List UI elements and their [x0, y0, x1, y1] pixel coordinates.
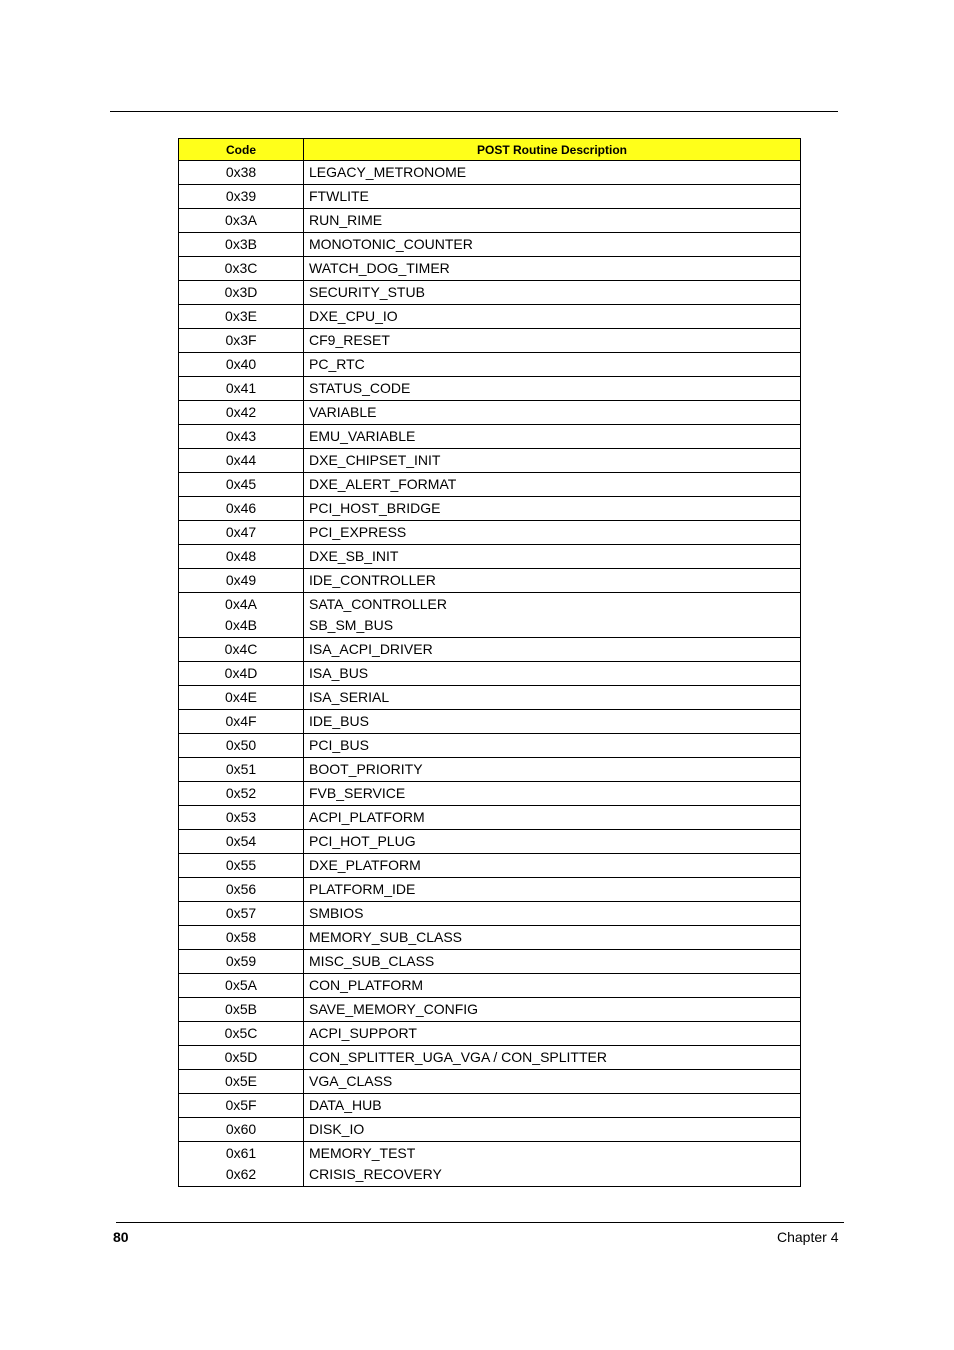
description-cell	[304, 974, 801, 998]
description-value: PLATFORM_IDE	[309, 881, 416, 897]
table-row	[179, 782, 801, 806]
code-cell	[179, 830, 304, 854]
description-value: EMU_VARIABLE	[309, 428, 416, 444]
description-cell	[304, 1094, 801, 1118]
table-row	[179, 185, 801, 209]
description-cell	[304, 401, 801, 425]
code-cell	[179, 710, 304, 734]
code-value: 0x3E	[225, 308, 257, 324]
description-cell	[304, 281, 801, 305]
code-value: 0x4E	[225, 689, 257, 705]
code-value: 0x51	[225, 761, 257, 777]
code-value: 0x3C	[224, 260, 258, 276]
description-cell	[304, 1022, 801, 1046]
description-value: PCI_HOT_PLUG	[309, 833, 416, 849]
table-row	[179, 257, 801, 281]
description-value: SMBIOS	[309, 905, 364, 921]
code-value: 0x4A	[225, 596, 257, 612]
code-value: 0x42	[225, 404, 257, 420]
code-cell	[179, 401, 304, 425]
description-cell	[304, 233, 801, 257]
code-cell	[179, 638, 304, 662]
code-value: 0x47	[225, 524, 257, 540]
description-value: SATA_CONTROLLER	[309, 596, 447, 612]
description-cell	[304, 377, 801, 401]
code-value: 0x5C	[224, 1025, 258, 1041]
page-number: 80	[113, 1229, 129, 1245]
description-value: CON_PLATFORM	[309, 977, 424, 993]
code-cell	[179, 902, 304, 926]
code-cell	[179, 1070, 304, 1094]
code-cell	[179, 377, 304, 401]
description-value: SECURITY_STUB	[309, 284, 425, 300]
code-value: 0x48	[225, 548, 257, 564]
code-cell	[179, 782, 304, 806]
code-value: 0x3B	[225, 236, 257, 252]
description-cell	[304, 209, 801, 233]
description-cell	[304, 473, 801, 497]
description-value: ISA_SERIAL	[309, 689, 390, 705]
description-cell	[304, 998, 801, 1022]
table-row	[179, 401, 801, 425]
description-value: SAVE_MEMORY_CONFIG	[309, 1001, 479, 1017]
code-value: 0x5D	[224, 1049, 258, 1065]
code-cell	[179, 593, 304, 638]
description-value: FTWLITE	[309, 188, 369, 204]
description-value: PC_RTC	[309, 356, 365, 372]
table-row	[179, 950, 801, 974]
table-row	[179, 854, 801, 878]
description-value: DXE_SB_INIT	[309, 548, 399, 564]
description-value: ISA_ACPI_DRIVER	[309, 641, 433, 657]
column-header-description: POST Routine Description	[304, 139, 801, 161]
code-cell	[179, 425, 304, 449]
code-value: 0x5B	[225, 1001, 257, 1017]
description-value: SB_SM_BUS	[309, 617, 394, 633]
description-value: ACPI_PLATFORM	[309, 809, 425, 825]
description-cell	[304, 353, 801, 377]
code-value: 0x53	[225, 809, 257, 825]
post-code-table	[178, 138, 801, 1187]
code-cell	[179, 734, 304, 758]
description-cell	[304, 686, 801, 710]
description-value: DATA_HUB	[309, 1097, 382, 1113]
code-value: 0x5A	[225, 977, 257, 993]
table-row	[179, 449, 801, 473]
table-row	[179, 662, 801, 686]
code-cell	[179, 209, 304, 233]
table-header-row	[179, 139, 801, 161]
table-row	[179, 830, 801, 854]
description-cell	[304, 449, 801, 473]
description-cell	[304, 521, 801, 545]
description-value: MISC_SUB_CLASS	[309, 953, 435, 969]
code-value: 0x41	[225, 380, 257, 396]
description-value: MONOTONIC_COUNTER	[309, 236, 473, 252]
footer-rule	[116, 1222, 844, 1223]
description-cell	[304, 545, 801, 569]
description-cell	[304, 329, 801, 353]
description-value: DXE_CPU_IO	[309, 308, 398, 324]
table-row	[179, 902, 801, 926]
table-row	[179, 569, 801, 593]
code-value: 0x39	[225, 188, 257, 204]
code-cell	[179, 497, 304, 521]
table-row	[179, 473, 801, 497]
table-row	[179, 974, 801, 998]
description-cell	[304, 734, 801, 758]
code-value: 0x54	[225, 833, 257, 849]
code-cell	[179, 449, 304, 473]
code-cell	[179, 473, 304, 497]
code-value: 0x3F	[225, 332, 257, 348]
code-cell	[179, 806, 304, 830]
table-row	[179, 758, 801, 782]
code-cell	[179, 521, 304, 545]
description-value: CF9_RESET	[309, 332, 390, 348]
code-cell	[179, 185, 304, 209]
table-row	[179, 425, 801, 449]
table-row	[179, 686, 801, 710]
table-row	[179, 521, 801, 545]
table-row	[179, 734, 801, 758]
description-cell	[304, 257, 801, 281]
code-value: 0x4C	[224, 641, 258, 657]
description-cell	[304, 569, 801, 593]
description-cell	[304, 425, 801, 449]
table-row	[179, 161, 801, 185]
description-cell	[304, 1118, 801, 1142]
table-row	[179, 281, 801, 305]
code-value: 0x58	[225, 929, 257, 945]
table-row	[179, 377, 801, 401]
code-value: 0x52	[225, 785, 257, 801]
description-value: VGA_CLASS	[309, 1073, 393, 1089]
description-cell	[304, 878, 801, 902]
description-cell	[304, 662, 801, 686]
description-value: DXE_PLATFORM	[309, 857, 421, 873]
code-value: 0x43	[225, 428, 257, 444]
table-row	[179, 1142, 801, 1187]
chapter-label: Chapter 4	[777, 1229, 839, 1245]
table-row	[179, 1070, 801, 1094]
description-value: MEMORY_TEST	[309, 1145, 416, 1161]
code-value: 0x4B	[225, 617, 257, 633]
code-value: 0x62	[225, 1166, 257, 1182]
description-cell	[304, 758, 801, 782]
description-cell	[304, 782, 801, 806]
description-value: CRISIS_RECOVERY	[309, 1166, 442, 1182]
table-row	[179, 710, 801, 734]
table-row	[179, 497, 801, 521]
description-cell	[304, 638, 801, 662]
code-cell	[179, 1094, 304, 1118]
description-cell	[304, 497, 801, 521]
code-cell	[179, 1022, 304, 1046]
description-cell	[304, 161, 801, 185]
table-row	[179, 593, 801, 638]
code-cell	[179, 998, 304, 1022]
code-value: 0x60	[225, 1121, 257, 1137]
description-cell	[304, 593, 801, 638]
code-cell	[179, 233, 304, 257]
description-value: BOOT_PRIORITY	[309, 761, 423, 777]
code-value: 0x61	[225, 1145, 257, 1161]
code-value: 0x59	[225, 953, 257, 969]
description-value: STATUS_CODE	[309, 380, 411, 396]
code-cell	[179, 950, 304, 974]
description-value: FVB_SERVICE	[309, 785, 406, 801]
code-cell	[179, 878, 304, 902]
code-cell	[179, 329, 304, 353]
description-value: WATCH_DOG_TIMER	[309, 260, 450, 276]
table-row	[179, 806, 801, 830]
description-cell	[304, 710, 801, 734]
description-cell	[304, 830, 801, 854]
code-value: 0x5E	[225, 1073, 257, 1089]
description-value: PCI_EXPRESS	[309, 524, 407, 540]
code-cell	[179, 926, 304, 950]
table-row	[179, 353, 801, 377]
code-cell	[179, 353, 304, 377]
code-value: 0x49	[225, 572, 257, 588]
description-cell	[304, 806, 801, 830]
code-value: 0x55	[225, 857, 257, 873]
description-value: DXE_ALERT_FORMAT	[309, 476, 457, 492]
description-cell	[304, 926, 801, 950]
header-rule	[110, 111, 838, 112]
table-row	[179, 878, 801, 902]
code-value: 0x45	[225, 476, 257, 492]
code-value: 0x40	[225, 356, 257, 372]
code-cell	[179, 854, 304, 878]
code-cell	[179, 161, 304, 185]
code-cell	[179, 662, 304, 686]
code-cell	[179, 758, 304, 782]
description-value: ACPI_SUPPORT	[309, 1025, 417, 1041]
code-cell	[179, 1142, 304, 1187]
table-row	[179, 233, 801, 257]
table-row	[179, 1022, 801, 1046]
column-header-code: Code	[179, 139, 304, 161]
code-value: 0x3A	[225, 212, 257, 228]
code-cell	[179, 1118, 304, 1142]
description-value: PCI_BUS	[309, 737, 369, 753]
code-value: 0x3D	[224, 284, 258, 300]
code-cell	[179, 257, 304, 281]
code-cell	[179, 545, 304, 569]
code-cell	[179, 281, 304, 305]
code-value: 0x56	[225, 881, 257, 897]
code-value: 0x44	[225, 452, 257, 468]
description-cell	[304, 854, 801, 878]
code-value: 0x5F	[225, 1097, 257, 1113]
table-row	[179, 1046, 801, 1070]
description-value: PCI_HOST_BRIDGE	[309, 500, 441, 516]
code-value: 0x57	[225, 905, 257, 921]
code-cell	[179, 686, 304, 710]
description-cell	[304, 950, 801, 974]
table-row	[179, 1118, 801, 1142]
description-value: RUN_RIME	[309, 212, 383, 228]
code-value: 0x46	[225, 500, 257, 516]
description-value: VARIABLE	[309, 404, 377, 420]
code-value: 0x4F	[225, 713, 257, 729]
description-cell	[304, 1070, 801, 1094]
description-value: ISA_BUS	[309, 665, 369, 681]
description-cell	[304, 902, 801, 926]
table-row	[179, 209, 801, 233]
description-value: LEGACY_METRONOME	[309, 164, 467, 180]
table-row	[179, 998, 801, 1022]
description-value: IDE_CONTROLLER	[309, 572, 436, 588]
description-cell	[304, 185, 801, 209]
description-cell	[304, 1142, 801, 1187]
description-value: MEMORY_SUB_CLASS	[309, 929, 463, 945]
description-cell	[304, 1046, 801, 1070]
code-cell	[179, 1046, 304, 1070]
code-value: 0x4D	[224, 665, 258, 681]
description-value: DISK_IO	[309, 1121, 365, 1137]
table-row	[179, 638, 801, 662]
table-row	[179, 926, 801, 950]
code-cell	[179, 974, 304, 998]
description-value: DXE_CHIPSET_INIT	[309, 452, 441, 468]
table-row	[179, 1094, 801, 1118]
table-body	[179, 161, 801, 1187]
code-cell	[179, 305, 304, 329]
description-cell	[304, 305, 801, 329]
table-row	[179, 305, 801, 329]
table-row	[179, 329, 801, 353]
table-row	[179, 545, 801, 569]
description-value: CON_SPLITTER_UGA_VGA / CON_SPLITTER	[309, 1049, 607, 1065]
code-value: 0x50	[225, 737, 257, 753]
code-cell	[179, 569, 304, 593]
code-value: 0x38	[225, 164, 257, 180]
description-value: IDE_BUS	[309, 713, 369, 729]
